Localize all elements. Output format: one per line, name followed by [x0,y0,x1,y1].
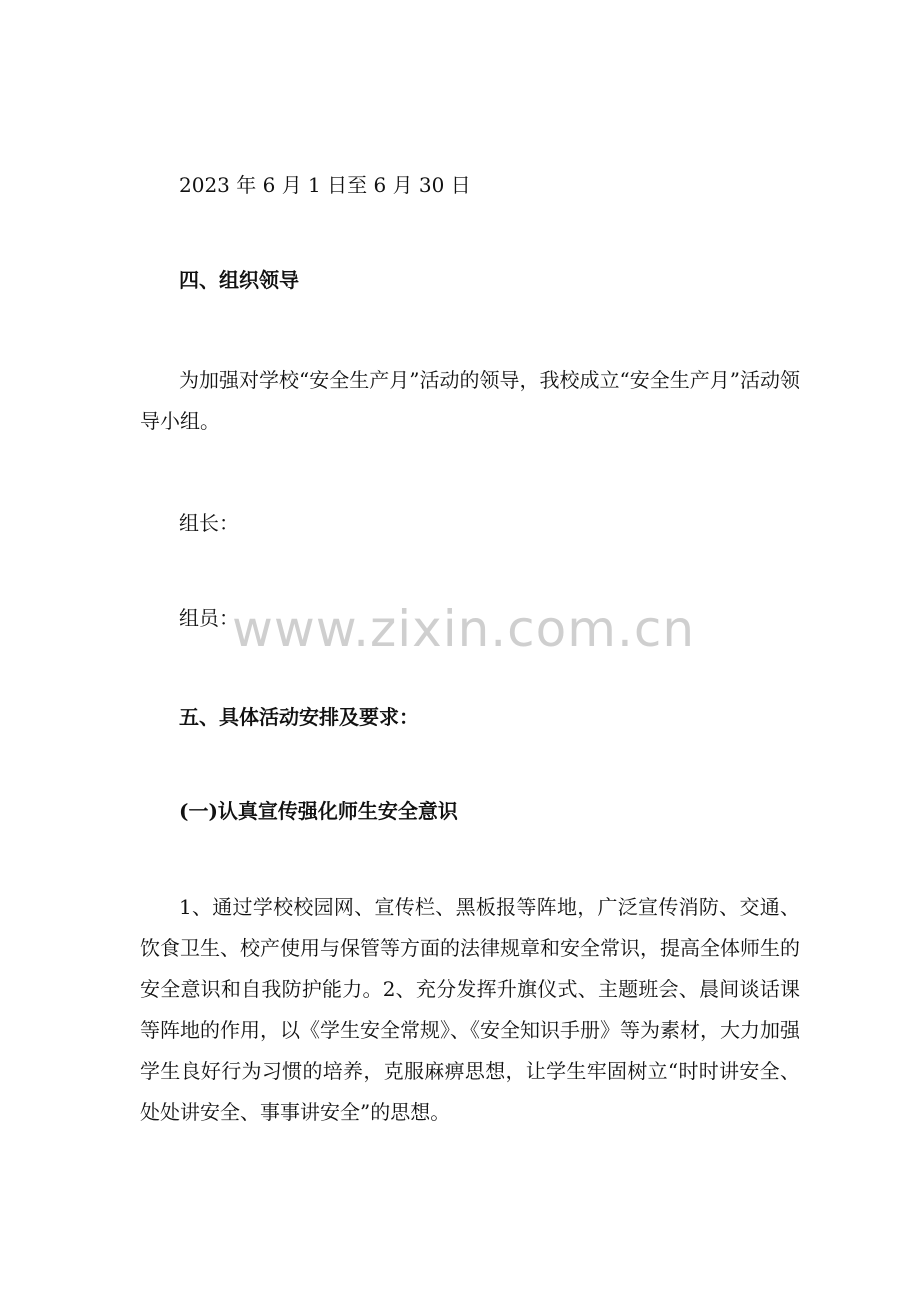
watermark-text: www.zixin.com.cn [232,600,696,658]
member-label: 组员： [179,606,239,630]
leader-label: 组长： [179,511,239,535]
awareness-paragraph: 1、通过学校校园网、宣传栏、黑板报等阵地，广泛宣传消防、交通、饮食卫生、校产使用与保管等方面的法律规章和安全常识，提高全体师生的安全意识和自我防护能力。2、充分发挥升旗仪式、主题班会、晨间谈话课等阵地的作用，以《学生安全常规》、《安全知识手册》等为素材，大力加强学生良好行为习惯的培养，克服麻痹思想，让学生牢固树立“时时讲安全、处处讲安全、事事讲安全”的思想。 [140,895,800,1124]
section-heading-activities: 五、具体活动安排及要求： [179,705,419,729]
section-heading-organization: 四、组织领导 [179,268,299,292]
organization-paragraph: 为加强对学校“安全生产月”活动的领导，我校成立“安全生产月”活动领导小组。 [140,368,800,433]
date-line: 2023 年 6 月 1 日至 6 月 30 日 [179,173,471,197]
subsection-heading-awareness: (一)认真宣传强化师生安全意识 [179,799,458,823]
